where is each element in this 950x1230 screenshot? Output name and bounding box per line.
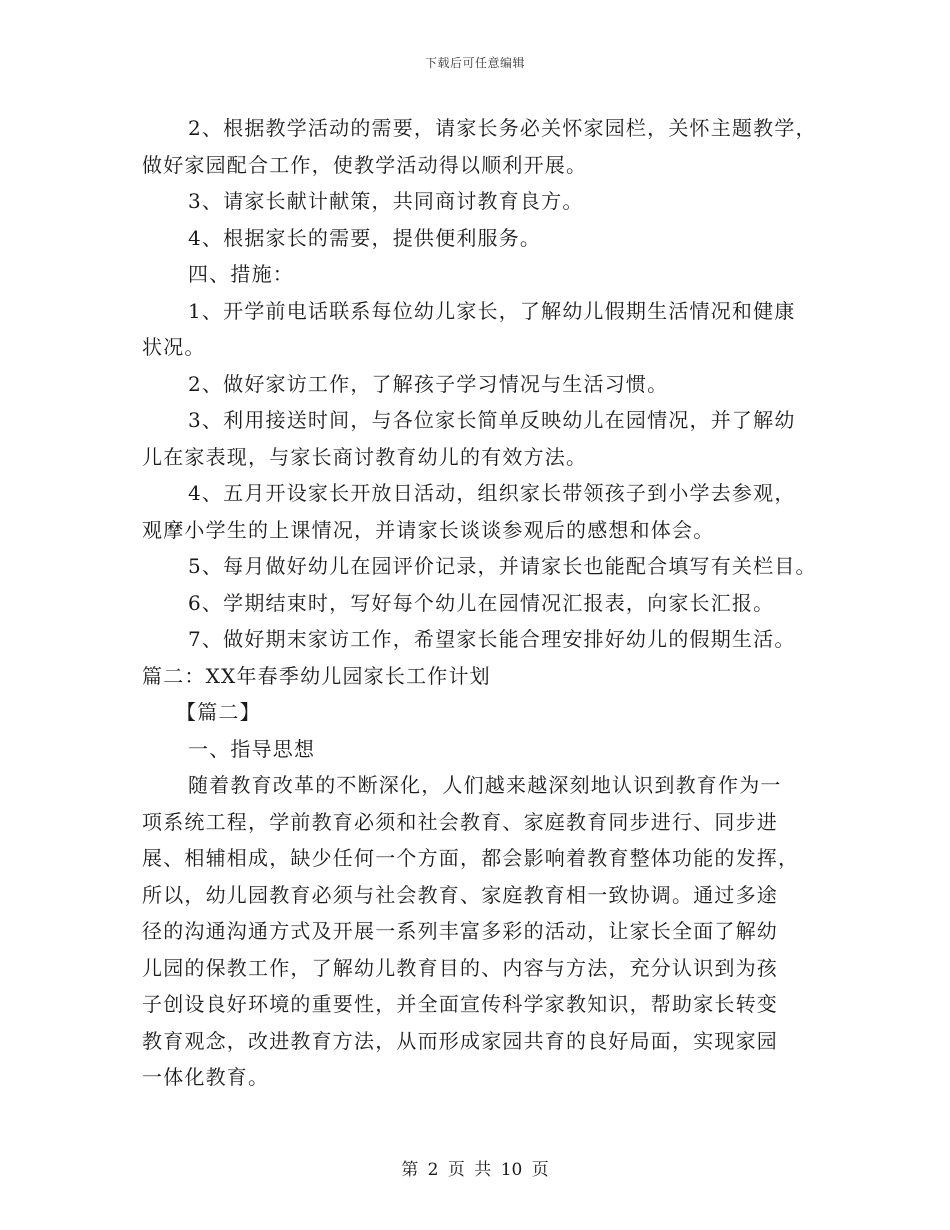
text-line: 径的沟通沟通方式及开展一系列丰富多彩的活动，让家长全面了解幼 <box>142 919 778 943</box>
text-line: 一体化教育。 <box>142 1065 270 1089</box>
text-line: 教育观念，改进教育方法，从而形成家园共育的良好局面，实现家园 <box>142 1028 778 1053</box>
text-line: 4、五月开设家长开放日活动，组织家长带领孩子到小学去参观， <box>188 481 796 505</box>
text-line: 子创设良好环境的重要性，并全面宣传科学家教知识，帮助家长转变 <box>142 992 778 1016</box>
text-line: 一、指导思想 <box>188 736 316 761</box>
text-line: 5、每月做好幼儿在园评价记录，并请家长也能配合填写有关栏目。 <box>188 554 817 578</box>
text-line: 项系统工程，学前教育必须和社会教育、家庭教育同步进行、同步进 <box>142 809 778 834</box>
document-body <box>142 110 832 1096</box>
text-line: 2、根据教学活动的需要，请家长务必关怀家园栏，关怀主题教学， <box>188 116 817 140</box>
text-line: 3、利用接送时间，与各位家长简单反映幼儿在园情况，并了解幼 <box>188 408 796 432</box>
text-line: 2、做好家访工作，了解孩子学习情况与生活习惯。 <box>188 371 669 396</box>
text-line: 观摩小学生的上课情况，并请家长谈谈参观后的感想和体会。 <box>142 517 715 542</box>
page-header: 下载后可任意编辑 <box>424 56 525 70</box>
text-line: 篇二：XX年春季幼儿园家长工作计划 <box>142 663 491 688</box>
text-line: 做好家园配合工作，使教学活动得以顺利开展。 <box>142 152 588 177</box>
text-line: 四、措施： <box>188 262 294 286</box>
text-line: 4、根据家长的需要，提供便利服务。 <box>188 225 542 250</box>
text-line: 儿在家表现，与家长商讨教育幼儿的有效方法。 <box>142 444 588 469</box>
text-line: 状况。 <box>142 335 206 359</box>
text-line: 展、相辅相成，缺少任何一个方面，都会影响着教育整体功能的发挥， <box>142 846 800 870</box>
text-line: 随着教育改革的不断深化，人们越来越深刻地认识到教育作为一 <box>188 773 782 797</box>
text-line: 6、学期结束时，写好每个幼儿在园情况汇报表，向家长汇报。 <box>188 590 775 615</box>
text-line: 【篇二】 <box>176 700 261 724</box>
text-line: 儿园的保教工作，了解幼儿教育目的、内容与方法，充分认识到为孩 <box>142 955 778 980</box>
text-line: 7、做好期末家访工作，希望家长能合理安排好幼儿的假期生活。 <box>188 627 796 651</box>
text-line: 1、开学前电话联系每位幼儿家长，了解幼儿假期生活情况和健康 <box>188 298 796 323</box>
text-line: 所以，幼儿园教育必须与社会教育、家庭教育相一致协调。通过多途 <box>142 882 778 907</box>
text-line: 3、请家长献计献策，共同商讨教育良方。 <box>188 189 584 213</box>
page-number-footer: 第 2 页 共 10 页 <box>401 1160 549 1180</box>
